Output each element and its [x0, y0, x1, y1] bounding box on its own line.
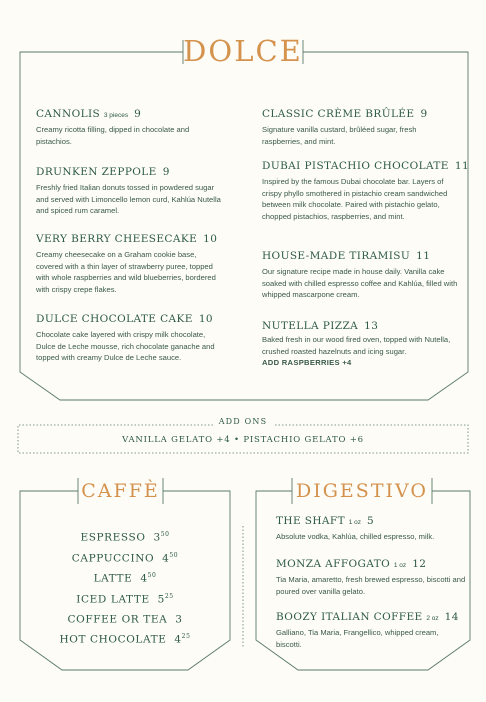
- item-name: DUBAI PISTACHIO CHOCOLATE: [262, 160, 449, 172]
- caffe-title: CAFFÈ: [81, 480, 160, 502]
- item-name: BOOZY ITALIAN COFFEE: [276, 611, 423, 623]
- item-price: 11: [454, 160, 470, 172]
- item-price: 4: [174, 633, 182, 646]
- menu-item-cannolis: [36, 108, 221, 147]
- item-price-cents: 50: [160, 531, 170, 538]
- menu-item-drunken-zeppole: [36, 166, 221, 217]
- menu-item-monza-affogato: [276, 558, 466, 597]
- addons-line: VANILLA GELATO +4 • PISTACHIO GELATO +6: [122, 435, 364, 445]
- item-name: CLASSIC CRÈME BRÛLÉE: [262, 108, 415, 120]
- caffe-item: [40, 613, 210, 626]
- item-name: HOUSE-MADE TIRAMISU: [262, 250, 411, 262]
- menu-item-nutella-pizza: [262, 320, 462, 369]
- item-description: Baked fresh in our wood fired oven, topped with Nutella, crushed roasted hazelnuts and icing sugar.: [262, 335, 451, 356]
- item-name: DRUNKEN ZEPPOLE: [36, 166, 157, 178]
- item-price-cents: 50: [169, 552, 179, 559]
- item-description: Inspired by the famous Dubai chocolate bar. Layers of crispy phyllo smothered in pistachio cream sandwiched between milk chocolate. Paired with pistachio gelato, chopped pistachios, raspberries, and mint.: [262, 177, 448, 221]
- item-price-cents: 50: [147, 572, 157, 579]
- item-price-cents: 25: [164, 593, 174, 600]
- menu-item-dulce-chocolate-cake: [36, 313, 226, 364]
- item-name: CANNOLIS: [36, 108, 101, 120]
- item-price: 10: [198, 313, 214, 325]
- menu-item-creme-brulee: [262, 108, 452, 147]
- item-price: 11: [416, 250, 431, 262]
- item-note: 1 oz: [348, 519, 362, 526]
- item-name: CAPPUCCINO: [71, 552, 155, 565]
- item-price: 4: [140, 572, 148, 585]
- item-name: COFFEE OR TEA: [67, 613, 168, 626]
- item-price: 3: [175, 613, 183, 626]
- item-name: DULCE CHOCOLATE CAKE: [36, 313, 193, 325]
- digestivo-title: DIGESTIVO: [296, 480, 428, 502]
- menu-item-dubai-pistachio-chocolate: [262, 160, 470, 222]
- menu-item-very-berry-cheesecake: [36, 233, 221, 295]
- item-note: 1 oz: [393, 562, 407, 569]
- item-name: ESPRESSO: [80, 531, 146, 544]
- item-description: Freshly fried Italian donuts tossed in powdered sugar and served with Limoncello lemon curd, Kahlúa Nutella and spiced rum caramel.: [36, 183, 221, 215]
- item-name: ICED LATTE: [76, 593, 150, 606]
- menu-item-boozy-italian-coffee: [276, 611, 466, 650]
- item-name: LATTE: [93, 572, 133, 585]
- item-price: 5: [157, 593, 165, 606]
- caffe-item: [40, 531, 210, 544]
- item-description: Tia Maria, amaretto, fresh brewed espresso, biscotti and poured over vanilla gelato.: [276, 575, 466, 596]
- item-description: Creamy cheesecake on a Graham cookie base, covered with a thin layer of strawberry puree, topped with whole raspberries and wild blueberries, bordered with crispy crepe flakes.: [36, 250, 216, 294]
- item-description: Chocolate cake layered with crispy milk chocolate, Dulce de Leche mousse, rich chocolate ganache and topped with creamy Dulce de Leche sauce.: [36, 330, 215, 362]
- caffe-item: [40, 633, 210, 646]
- item-name: HOT CHOCOLATE: [59, 633, 167, 646]
- caffe-item: [40, 552, 210, 565]
- addons-title: ADD ONS: [218, 417, 268, 426]
- item-price: 10: [203, 233, 218, 245]
- item-price: 9: [420, 108, 428, 120]
- item-price: 4: [162, 552, 170, 565]
- dolce-title: DOLCE: [183, 34, 303, 68]
- item-description: Our signature recipe made in house daily. Vanilla cake soaked with chilled espresso coffee and Kahlúa, filled with whipped mascarpone cream.: [262, 267, 458, 299]
- item-price: 14: [444, 611, 459, 623]
- item-description: Creamy ricotta filling, dipped in chocolate and pistachios.: [36, 125, 190, 146]
- item-note: 3 pieces: [103, 112, 129, 119]
- item-price-cents: 25: [181, 633, 191, 640]
- item-note: 2 oz: [426, 615, 439, 622]
- caffe-item: [40, 593, 210, 606]
- item-price: 9: [134, 108, 142, 120]
- item-name: MONZA AFFOGATO: [276, 558, 391, 570]
- item-price: 9: [162, 166, 170, 178]
- item-name: VERY BERRY CHEESECAKE: [36, 233, 198, 245]
- item-price: 3: [153, 531, 161, 544]
- item-description: Signature vanilla custard, brûléed sugar, fresh raspberries, and mint.: [262, 125, 417, 146]
- item-description: Galliano, Tia Maria, Frangellico, whipped cream, biscotti.: [276, 628, 439, 649]
- menu-item-the-shaft: [276, 515, 466, 543]
- item-name: THE SHAFT: [276, 515, 345, 527]
- caffe-item: [40, 572, 210, 585]
- item-description: Absolute vodka, Kahlúa, chilled espresso, milk.: [276, 532, 435, 541]
- item-price: 13: [364, 320, 379, 332]
- item-price: 5: [367, 515, 375, 527]
- item-price: 12: [412, 558, 427, 570]
- item-extra: ADD RASPBERRIES +4: [262, 358, 352, 367]
- menu-item-tiramisu: [262, 250, 462, 301]
- item-name: NUTELLA PIZZA: [262, 320, 359, 332]
